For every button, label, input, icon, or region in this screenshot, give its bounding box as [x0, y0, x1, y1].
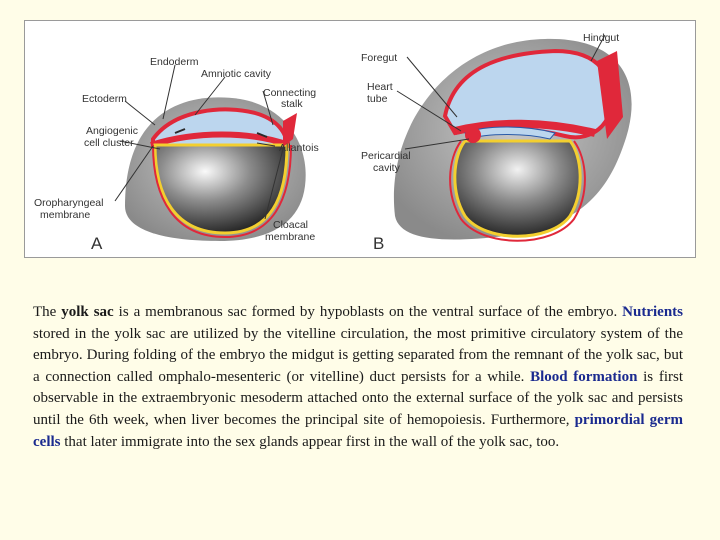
label-oropharyngeal-1: Oropharyngeal: [34, 197, 104, 209]
panel-label-a: A: [91, 234, 103, 253]
label-cloacal-1: Cloacal: [273, 219, 309, 231]
label-oropharyngeal-2: membrane: [40, 209, 91, 221]
label-heart-tube-2: tube: [367, 93, 388, 105]
label-allantois: Allantois: [279, 142, 319, 154]
term-nutrients: Nutrients: [622, 304, 683, 320]
label-foregut: Foregut: [361, 52, 398, 64]
panel-b-embryo: [394, 39, 632, 241]
label-endoderm: Endoderm: [150, 56, 199, 68]
embryo-diagram-svg: [25, 21, 697, 259]
text-segment-4: is first observable in the extraembryonic mesoderm attached onto the external surface of the yolk sac and persists until the 6th week, when liver becomes the principal site of hemopoiesis. Furthermore,: [33, 368, 683, 428]
yolk-sac-description: [33, 302, 683, 453]
term-blood-formation: Blood formation: [530, 368, 638, 385]
panel-b-yolk-sac: [455, 141, 580, 236]
label-connecting-stalk-2: stalk: [281, 98, 303, 110]
label-angiogenic-1: Angiogenic: [86, 125, 138, 137]
label-connecting-stalk-1: Connecting: [263, 87, 317, 99]
label-cloacal-2: membrane: [265, 231, 316, 243]
text-segment-3: stored in the yolk sac are utilized by the vitelline circulation, the most primitive circulatory system of the embryo. During folding of the embryo the midgut is getting separated from the remnant of the yolk sac, but a connection called omphalo-mesenteric (or vitelline) duct persists for a while.: [33, 325, 683, 385]
label-heart-tube-1: Heart: [367, 81, 393, 93]
label-pericardial-1: Pericardial: [361, 150, 411, 162]
label-angiogenic-2: cell cluster: [84, 137, 134, 149]
text-segment-5: that later immigrate into the sex glands appear first in the wall of the yolk sac, too.: [60, 433, 560, 450]
panel-label-b: B: [373, 234, 385, 253]
label-pericardial-2: cavity: [373, 162, 400, 174]
text-segment-1: The: [33, 304, 62, 320]
embryo-folding-figure: [24, 20, 696, 258]
label-hindgut: Hindgut: [583, 32, 620, 44]
text-segment-2: is a membranous sac formed by hypoblasts on the ventral surface of the embryo.: [113, 304, 623, 320]
panel-b-pericardial-wall: [465, 127, 481, 143]
label-amniotic-cavity: Amniotic cavity: [201, 68, 272, 80]
label-ectoderm: Ectoderm: [82, 93, 127, 105]
term-primordial-germ-cells: primordial germ cells: [33, 411, 683, 450]
term-yolk-sac: yolk sac: [61, 304, 114, 320]
